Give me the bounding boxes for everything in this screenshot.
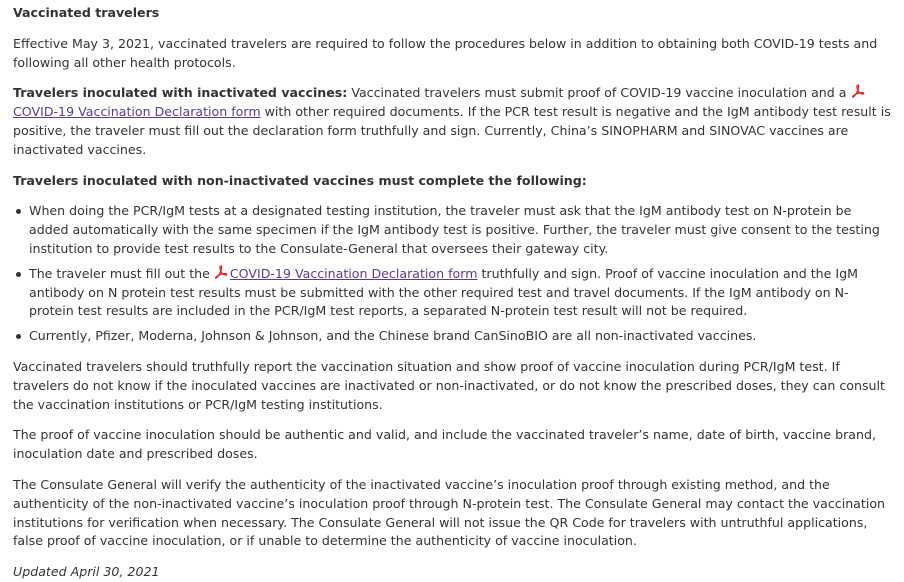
requirements-list [13,202,892,346]
report-paragraph: Vaccinated travelers should truthfully report the vaccination situation and show proof of vaccine inoculation during PCR/IgM test. If travelers do not know if the inoculated vaccines are inactivated or non-inactivated, or do not know the prescribed doses, they can consult the vaccination institutions or PCR/IgM testing institutions. [13,358,885,412]
inactivated-paragraph [13,84,892,159]
intro-paragraph: Effective May 3, 2021, vaccinated travelers are required to follow the procedures below in addition to obtaining both COVID-19 tests and following all other health protocols. [13,35,878,70]
inactivated-text-before: Vaccinated travelers must submit proof of COVID-19 vaccine inoculation and a [347,85,851,101]
updated-date: Updated April 30, 2021 [13,564,160,580]
pdf-icon [851,84,865,98]
pdf-icon [214,265,228,279]
bullet-text-before: The traveler must fill out the [29,265,214,281]
inactivated-lead: Travelers inoculated with inactivated vaccines: [13,85,348,101]
bullet-text-after: truthfully and sign. Proof of vaccine inoculation and the IgM antibody on N protein test results must be submitted with the other required test and travel documents. If the IgM antibody on N-protein test results are included in the PCR/IgM test reports, a separated N-protein test result will not be required. [29,265,858,319]
declaration-form-link[interactable]: COVID-19 Vaccination Declaration form [229,265,478,281]
proof-paragraph: The proof of vaccine inoculation should be authentic and valid, and include the vaccinated traveler’s name, date of birth, vaccine brand, inoculation date and prescribed doses. [13,427,876,462]
section-title: Vaccinated travelers [13,5,160,20]
list-item: Currently, Pfizer, Moderna, Johnson & Johnson, and the Chinese brand CanSinoBIO are all non-inactivated vaccines. [29,327,892,346]
declaration-form-link[interactable]: COVID-19 Vaccination Declaration form [13,104,261,120]
verify-paragraph: The Consulate General will verify the authenticity of the inactivated vaccine’s inoculation proof through existing method, and the authenticity of the non-inactivated vaccine’s inoculation proof through N-protein test. The Consulate General may contact the vaccination institutions for verification when necessary. The Consulate General will not issue the QR Code for travelers with untruthful applications, false proof of vaccine inoculation, or if unable to determine the authenticity of vaccine inoculation. [13,476,886,549]
non-inactivated-heading-paragraph [13,172,892,191]
inactivated-text-after: with other required documents. If the PCR test result is negative and the IgM antibody test result is positive, the traveler must fill out the declaration form truthfully and sign. Currently, China’s SINOPHARM and SINOVAC vaccines are inactivated vaccines. [13,104,891,157]
non-inactivated-heading: Travelers inoculated with non-inactivated vaccines must complete the following: [13,172,587,188]
list-item: When doing the PCR/IgM tests at a designated testing institution, the traveler must ask that the IgM antibody test on N-protein be added automatically with the same specimen if the IgM antibody test is positive. Further, the traveler must give consent to the testing institution to provide test results to the Consulate-General that oversees their gateway city. [29,202,892,258]
list-item [29,265,892,321]
